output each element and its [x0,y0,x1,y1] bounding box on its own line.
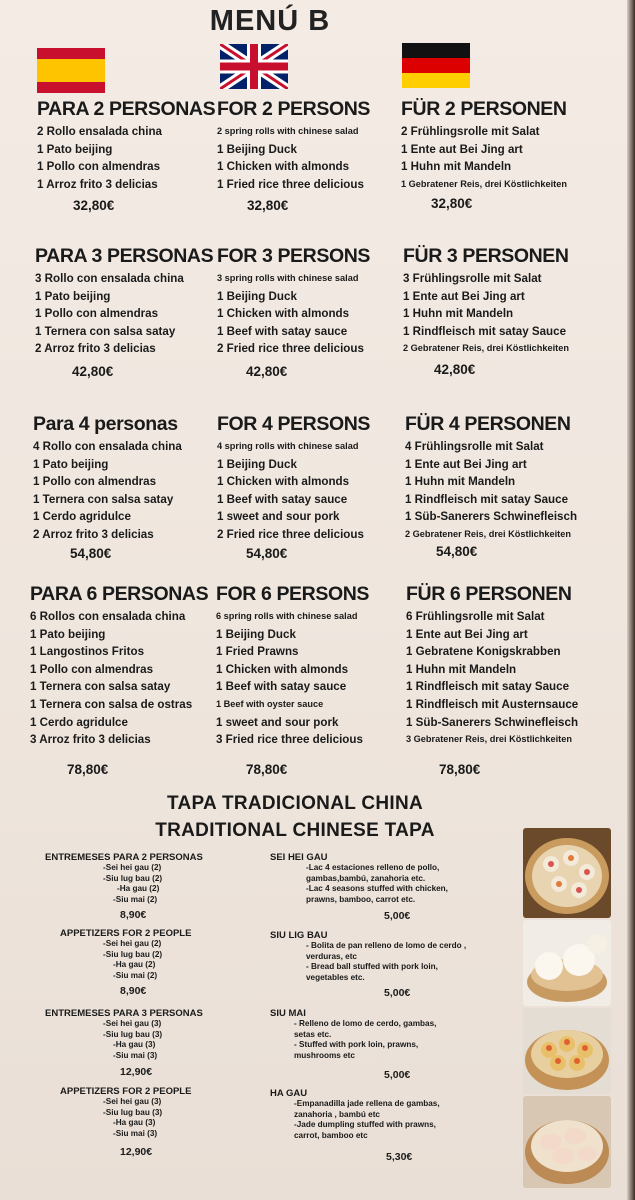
tapa-appetizers-3 [60,1086,260,1139]
germany-flag-icon [402,43,470,88]
list-item: 1 Ternera con salsa satay [35,324,176,338]
menu-3-en [217,244,417,358]
list-item: 2 Frühlingsrolle mit Salat [401,125,540,138]
list-item: -Sei hei gau (2) [103,939,162,948]
list-item: -Siu lug bau (3) [103,1029,163,1039]
list-item: 1 Cerdo agridulce [30,715,128,729]
list-item: 2 Fried rice three delicious [217,527,364,541]
list-item: - Bolita de pan relleno de lomo de cerdo , [306,941,467,950]
menu-3-price-de: 42,80€ [434,362,476,377]
tapa-right-heading: SEI HEI GAU [270,852,328,863]
list-item: setas etc. [294,1029,332,1039]
list-item: 1 Cerdo agridulce [33,510,131,524]
tapa-left-price: 8,90€ [120,909,147,921]
list-item: 1 Gebratener Reis, drei Köstlichkeiten [401,178,567,189]
list-item: 1 Chicken with almonds [217,160,350,174]
list-item: 2 Arroz frito 3 delicias [35,342,156,356]
list-item: 1 Beijing Duck [217,457,297,471]
list-item: 2 Gebratener Reis, drei Köstlichkeiten [405,528,571,539]
list-item: gambas,bambú, zanahoria etc. [306,873,426,883]
list-item: -Ha gau (3) [113,1040,156,1050]
menu-4-es [33,412,233,544]
list-item: vegetables etc. [306,972,365,982]
list-item: 2 Arroz frito 3 delicias [33,527,154,541]
list-item: 2 Gebratener Reis, drei Köstlichkeiten [403,343,569,354]
list-item: 6 spring rolls with chinese salad [216,611,358,621]
list-item: -Jade dumpling stuffed with prawns, [294,1120,436,1130]
tapa-right-price: 5,00€ [384,987,411,999]
list-item: 1 sweet and sour pork [216,715,339,729]
list-item: 1 Langostinos Fritos [30,645,145,659]
menu-6-de [406,582,606,749]
menu-3-de [403,244,603,358]
list-item: 2 Rollo ensalada china [37,125,162,138]
list-item: 2 spring rolls with chinese salad [217,126,359,136]
list-item: 4 spring rolls with chinese salad [217,441,359,451]
list-item: 1 Rindfleisch mit satay Sauce [406,680,570,694]
list-item: 1 Rindfleisch mit satay Sauce [405,492,569,506]
dim-sum-steamer-photo [523,828,611,918]
list-item: 1 Beef with satay sauce [217,492,348,506]
tapa-right-heading: SIU LIG BAU [270,930,328,941]
list-item: 1 Gebratene Konigskrabben [406,645,561,659]
menu-6-es [30,582,230,749]
list-item: 1 Pollo con almendras [37,160,161,174]
tapa-appetizers-2 [60,928,260,981]
list-item: mushrooms etc [294,1050,355,1060]
list-item: - Relleno de lomo de cerdo, gambas, [294,1019,437,1028]
list-item: 1 Beijing Duck [217,142,297,156]
list-item: 1 Fried Prawns [216,645,299,659]
list-item: carrot, bamboo etc [294,1130,368,1140]
menu-4-en-heading: FOR 4 PERSONS [217,413,370,435]
list-item: 1 Beijing Duck [216,627,296,641]
list-item: -Ha gau (2) [113,960,156,970]
ha-gau-dumplings-photo [523,1096,611,1188]
list-item: 3 Arroz frito 3 delicias [30,733,151,747]
list-item: 1 Pato beijing [30,627,106,641]
tapa-right-heading: SIU MAI [270,1008,306,1019]
tapa-siu-mai [270,1008,520,1061]
menu-4-price-de: 54,80€ [436,544,478,559]
list-item: 6 Rollos con ensalada china [30,610,186,623]
menu-3-es-heading: PARA 3 PERSONAS [35,245,214,267]
list-item: 1 Ternera con salsa satay [33,492,174,506]
menu-6-de-heading: FÜR 6 PERSONEN [406,583,572,605]
menu-3-price-en: 42,80€ [246,364,288,379]
list-item: -Siu mai (3) [113,1050,158,1060]
list-item: 4 Rollo con ensalada china [33,440,182,453]
menu-4-en [217,412,417,544]
list-item: -Siu lug bau (3) [103,1107,163,1117]
list-item: 1 Beijing Duck [217,289,297,303]
tapa-sei-hei-gau [270,852,520,905]
list-item: 1 Pato beijing [35,289,111,303]
list-item: 1 Chicken with almonds [217,475,350,489]
list-item: 1 Pato beijing [37,142,113,156]
menu-6-es-heading: PARA 6 PERSONAS [30,583,209,605]
list-item: 1 Rindfleisch mit Austernsauce [406,697,579,711]
uk-flag-icon [220,44,288,89]
list-item: 1 Huhn mit Mandeln [401,160,512,174]
list-item: -Siu mai (3) [113,1128,158,1138]
menu-2-de-heading: FÜR 2 PERSONEN [401,98,567,120]
list-item: 1 Pollo con almendras [35,307,159,321]
tapa-right-heading: HA GAU [270,1088,308,1099]
tapa-entremeses-3 [45,1008,255,1061]
menu-4-price-es: 54,80€ [70,546,112,561]
list-item: 2 Fried rice three delicious [217,342,364,356]
tapa-ha-gau [270,1088,520,1141]
list-item: - Stuffed with pork loin, prawns, [294,1040,419,1050]
menu-6-en [216,582,416,749]
tapa-right-price: 5,00€ [384,1069,411,1081]
list-item: 6 Frühlingsrolle mit Salat [406,610,545,623]
list-item: -Ha gau (3) [113,1118,156,1128]
list-item: 1 Ternera con salsa satay [30,680,171,694]
menu-4-es-heading: Para 4 personas [33,413,178,435]
list-item: 1 Huhn mit Mandeln [406,662,517,676]
list-item: 1 Ente aut Bei Jing art [405,457,527,471]
menu-2-price-en: 32,80€ [247,198,289,213]
menu-2-en-heading: FOR 2 PERSONS [217,98,370,120]
list-item: 1 Pollo con almendras [30,662,154,676]
list-item: 3 Frühlingsrolle mit Salat [403,272,542,285]
tapa-left-heading: APPETIZERS FOR 2 PEOPLE [60,1086,192,1097]
menu-6-en-heading: FOR 6 PERSONS [216,583,369,605]
menu-6-price-de: 78,80€ [439,762,481,777]
list-item: 1 Süb-Sanerers Schwinefleisch [406,715,579,729]
list-item: -Sei hei gau (3) [103,1019,162,1028]
menu-3-price-es: 42,80€ [72,364,114,379]
list-item: zanahoria , bambú etc [294,1109,380,1119]
list-item: -Ha gau (2) [117,884,160,894]
list-item: 1 Chicken with almonds [217,307,350,321]
tapa-left-price: 8,90€ [120,985,147,997]
menu-3-de-heading: FÜR 3 PERSONEN [403,245,569,267]
menu-2-es [37,97,237,193]
tapa-left-heading: APPETIZERS FOR 2 PEOPLE [60,928,192,939]
list-item: 1 Beef with satay sauce [217,324,348,338]
list-item: 3 spring rolls with chinese salad [217,273,359,283]
list-item: 3 Rollo con ensalada china [35,272,184,285]
tapa-right-price: 5,30€ [386,1151,413,1163]
menu-6-price-es: 78,80€ [67,762,109,777]
list-item: prawns, bamboo, carrot etc. [306,894,416,904]
list-item: 1 Ente aut Bei Jing art [403,289,525,303]
list-item: -Lac 4 seasons stuffed with chicken, [306,884,448,894]
siu-lig-bau-buns-photo [523,920,611,1006]
list-item: 4 Frühlingsrolle mit Salat [405,440,544,453]
list-item: 1 Rindfleisch mit satay Sauce [403,324,567,338]
tapa-left-price: 12,90€ [120,1066,153,1078]
list-item: -Siu lug bau (2) [103,873,163,883]
list-item: 1 Süb-Sanerers Schwinefleisch [405,510,578,524]
list-item: - Bread ball stuffed with pork loin, [306,962,438,972]
list-item: 1 Beef with oyster sauce [216,698,324,709]
tapa-left-heading: ENTREMESES PARA 3 PERSONAS [45,1008,203,1019]
siu-mai-photo [523,1008,611,1094]
list-item: 1 Ternera con salsa de ostras [30,697,193,711]
list-item: 1 sweet and sour pork [217,510,340,524]
tapa-left-price: 12,90€ [120,1146,153,1158]
list-item: 1 Pollo con almendras [33,475,157,489]
tapa-right-price: 5,00€ [384,910,411,922]
list-item: -Empanadilla jade rellena de gambas, [294,1099,440,1108]
list-item: -Lac 4 estaciones relleno de pollo, [306,863,440,872]
list-item: 1 Fried rice three delicious [217,177,364,191]
spain-flag-icon [37,48,105,93]
tapa-title-es: TAPA TRADICIONAL CHINA [166,793,424,814]
menu-2-es-heading: PARA 2 PERSONAS [37,98,216,120]
tapa-title-en: TRADITIONAL CHINESE TAPA [155,820,435,841]
menu-4-price-en: 54,80€ [246,546,288,561]
list-item: 1 Ente aut Bei Jing art [406,627,528,641]
list-item: 1 Arroz frito 3 delicias [37,177,158,191]
list-item: 1 Beef with satay sauce [216,680,347,694]
list-item: 1 Huhn mit Mandeln [405,475,516,489]
list-item: verduras, etc [306,951,357,961]
menu-4-de [405,412,605,544]
menu-2-price-es: 32,80€ [73,198,115,213]
list-item: 1 Huhn mit Mandeln [403,307,514,321]
list-item: 3 Fried rice three delicious [216,733,363,747]
menu-3-en-heading: FOR 3 PERSONS [217,245,370,267]
list-item: 1 Ente aut Bei Jing art [401,142,523,156]
tapa-left-heading: ENTREMESES PARA 2 PERSONAS [45,852,203,863]
menu-2-de [401,97,601,193]
list-item: -Sei hei gau (2) [103,863,162,872]
page-edge [627,0,635,1200]
tapa-entremeses-2 [45,852,245,905]
menu-2-price-de: 32,80€ [431,196,473,211]
menu-4-de-heading: FÜR 4 PERSONEN [405,413,571,435]
tapa-siu-lig-bau [270,930,520,983]
list-item: -Sei hei gau (3) [103,1097,162,1106]
menu-2-en [217,97,417,193]
list-item: -Siu mai (2) [113,970,158,980]
list-item: 1 Pato beijing [33,457,109,471]
list-item: -Siu mai (2) [113,894,158,904]
menu-3-es [35,244,235,358]
list-item: 1 Chicken with almonds [216,662,349,676]
list-item: 3 Gebratener Reis, drei Köstlichkeiten [406,734,572,745]
menu-6-price-en: 78,80€ [246,762,288,777]
list-item: -Siu lug bau (2) [103,949,163,959]
menu-title: MENÚ B [209,5,331,37]
